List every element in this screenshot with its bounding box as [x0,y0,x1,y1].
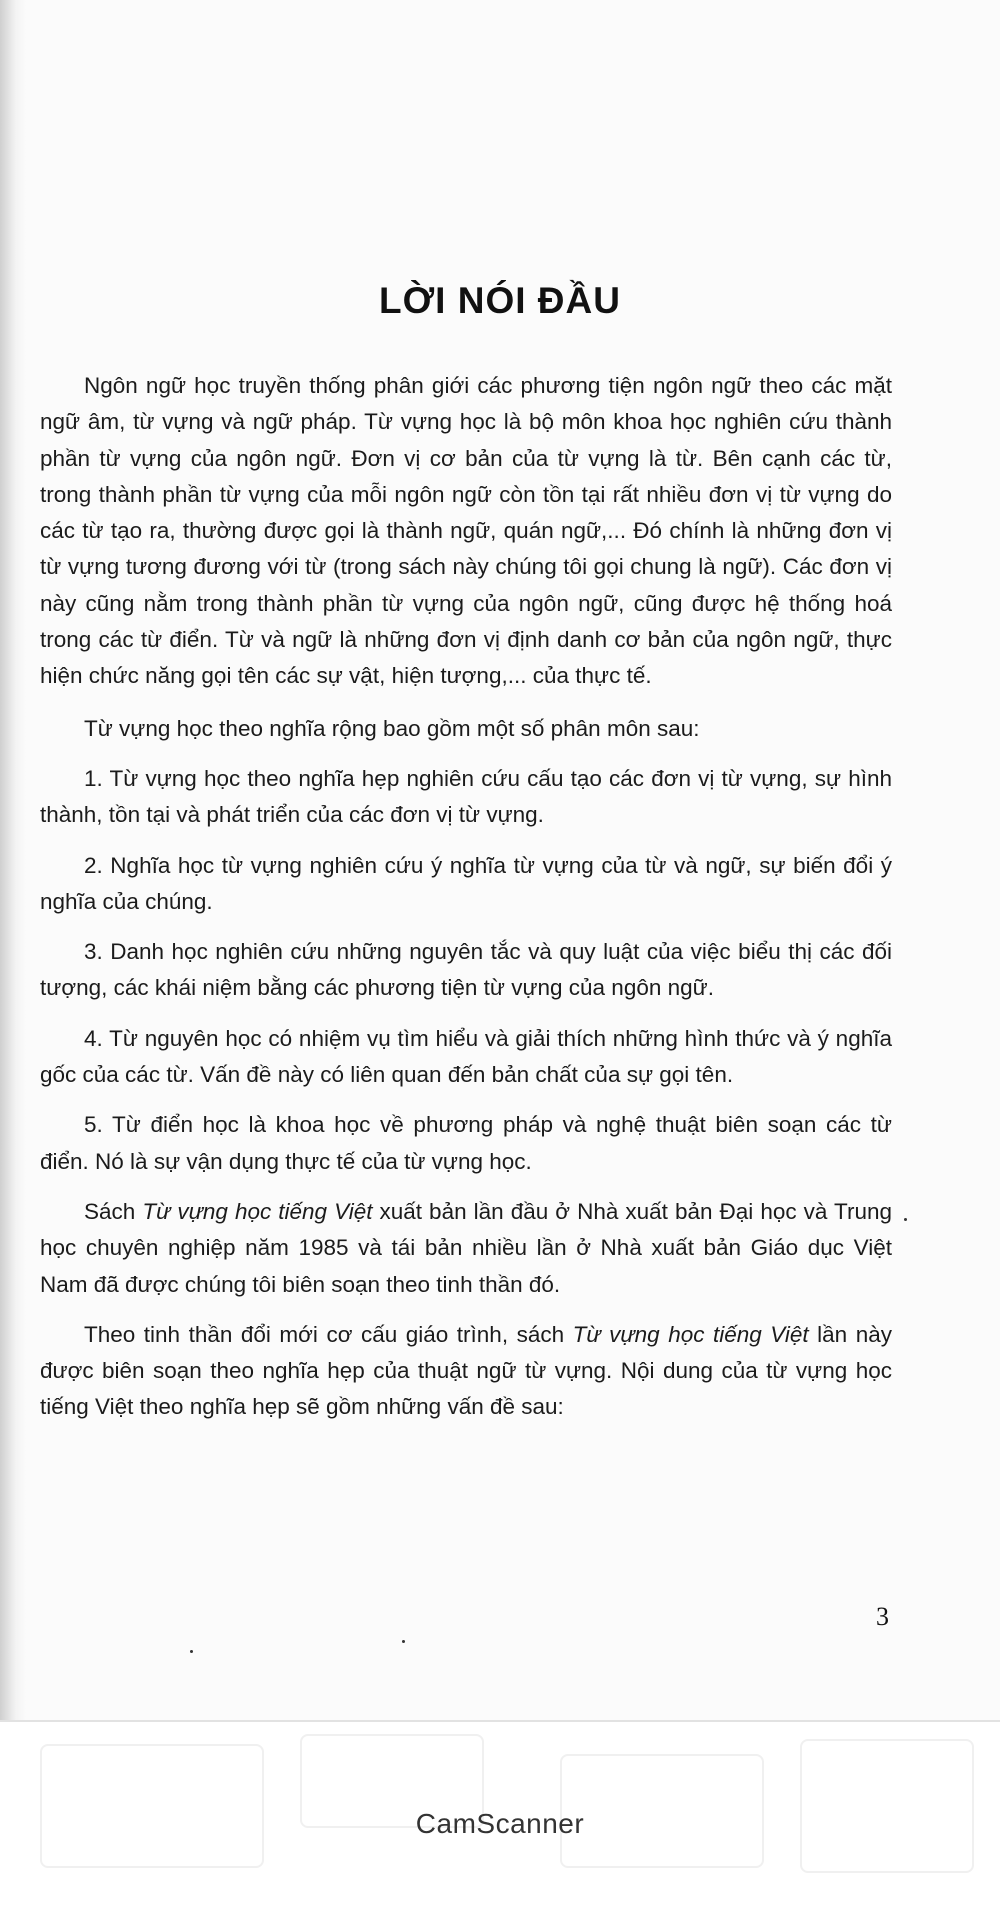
background-card-shape [40,1744,264,1868]
list-item-etymology: 4. Từ nguyên học có nhiệm vụ tìm hiểu và giải thích những hình thức và ý nghĩa gốc của các từ. Vấn đề này có liên quan đến bản chất của sự gọi tên. [40,1025,892,1088]
p9-text-before: Theo tinh thần đổi mới cơ cấu giáo trình, sách [84,1321,573,1347]
paragraph-current-edition [40,1317,892,1426]
book-title-italic-2: Từ vựng học tiếng Việt [572,1321,809,1347]
body-text [40,368,892,1440]
p8-text-after: xuất bản lần đầu ở Nhà xuất bản Đại học và Trung học chuyên nghiệp năm 1985 và tái bản nhiều lần ở Nhà xuất bản Giáo dục Việt Nam đã được chúng tôi biên soạn theo tinh thần đó. [40,1198,892,1297]
p8-text-before: Sách [84,1198,143,1224]
paragraph-subfields-lead: Từ vựng học theo nghĩa rộng bao gồm một số phân môn sau: [84,715,700,741]
list-item-onomasiology: 3. Danh học nghiên cứu những nguyên tắc và quy luật của việc biểu thị các đối tượng, các khái niệm bằng các phương tiện từ vựng của ngôn ngữ. [40,939,892,1001]
speck [402,1640,405,1643]
page-edge-bottom [0,1720,1000,1722]
background-card-shape [800,1739,974,1873]
list-item-lexicography: 5. Từ điển học là khoa học về phương pháp và nghệ thuật biên soạn các từ điển. Nó là sự vận dụng thực tế của từ vựng học. [40,1112,892,1174]
camscanner-watermark: CamScanner [415,1808,585,1839]
list-item-lexicology: 1. Từ vựng học theo nghĩa hẹp nghiên cứu cấu tạo các đơn vị từ vựng, sự hình thành, tồn tại và phát triển của các đơn vị từ vựng. [40,765,892,828]
page-number: 3 [876,1602,889,1631]
speck [904,1218,907,1221]
book-title-italic: Từ vựng học tiếng Việt [142,1198,373,1224]
speck [190,1650,193,1653]
page-title: LỜI NÓI ĐẦU [379,280,621,321]
paragraph-intro: Ngôn ngữ học truyền thống phân giới các phương tiện ngôn ngữ theo các mặt ngữ âm, từ vựng và ngữ pháp. Từ vựng học là bộ môn khoa học nghiên cứu thành phần từ vựng của ngôn ngữ. Đơn vị cơ bản của từ vựng là từ. Bên cạnh các từ, trong thành phần từ vựng của mỗi ngôn ngữ còn tồn tại rất nhiều đơn vị từ vựng do các từ tạo ra, thường được gọi là thành ngữ, quán ngữ,... Đó chính là những đơn vị từ vựng tương đương với từ (trong sách này chúng tôi gọi chung là ngữ). Các đơn vị này cũng nằm trong thành phần từ vựng của ngôn ngữ, cũng được hệ thống hoá trong các từ điển. Từ và ngữ là những đơn vị định danh cơ bản của ngôn ngữ, thực hiện chức năng gọi tên các sự vật, hiện tượng,... của thực tế. [40,373,892,689]
page-edge-shadow [0,0,26,1722]
paragraph-edition-history [40,1194,892,1303]
p9-text-after: lần này được biên soạn theo nghĩa hẹp của thuật ngữ từ vựng. Nội dung của từ vựng học tiếng Việt theo nghĩa hẹp sẽ gồm những vấn đề sau: [40,1321,892,1420]
list-item-semantics: 2. Nghĩa học từ vựng nghiên cứu ý nghĩa từ vựng của từ và ngữ, sự biến đổi ý nghĩa của chúng. [40,852,892,914]
